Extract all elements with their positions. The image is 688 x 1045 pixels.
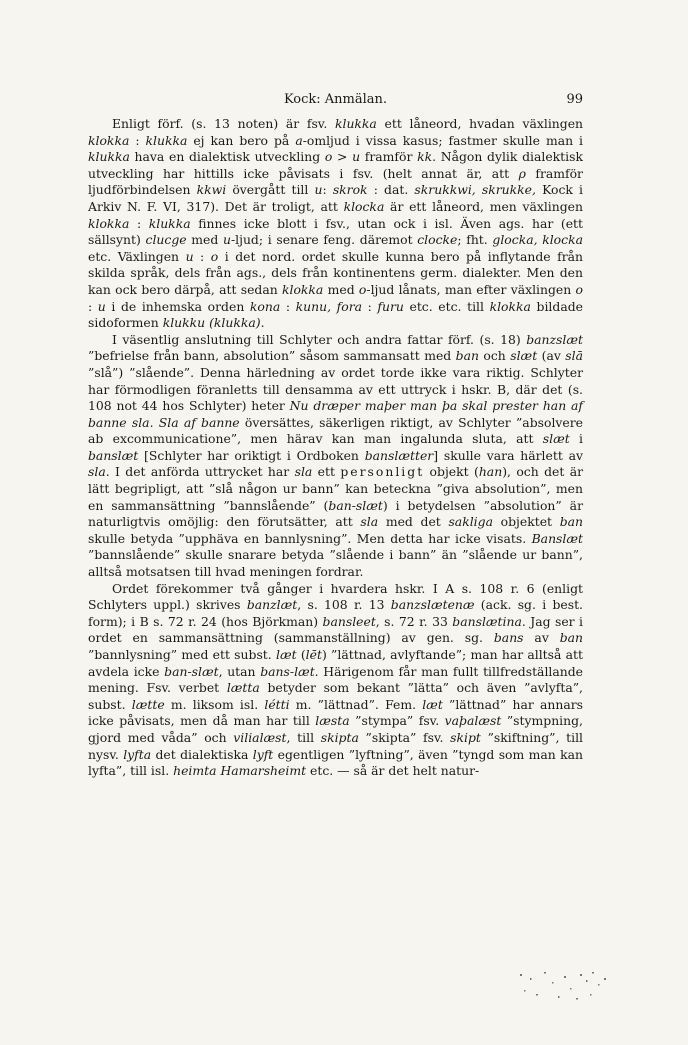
italic-term: banslætina xyxy=(452,613,522,629)
italic-term: klokka xyxy=(88,132,130,148)
italic-term: lyft xyxy=(252,746,274,762)
text-run: -ljud; i senare feng. däremot xyxy=(230,232,418,248)
text-run: ”befrielse från bann, absolution” såsom sammansatt med xyxy=(88,348,456,364)
italic-term: klukka xyxy=(334,116,377,131)
italic-term: klokka xyxy=(88,215,130,231)
text-run: (av xyxy=(537,348,566,364)
italic-term: ρ xyxy=(518,165,526,181)
text-run: : xyxy=(322,182,333,198)
italic-term: glocka, klocka xyxy=(492,232,583,248)
italic-term: Sla af banne xyxy=(158,414,240,430)
text-run: . xyxy=(260,315,265,331)
text-run: ( xyxy=(296,647,306,662)
italic-term: læt xyxy=(275,647,297,662)
text-run: ”skiftning”, till nysv. xyxy=(88,729,583,762)
italic-term: o xyxy=(358,281,367,297)
italic-term: skrukkwi, skrukke, xyxy=(414,182,536,198)
text-run: i xyxy=(569,431,583,447)
text-run: i de inhemska orden xyxy=(105,298,250,314)
running-title: Kock: Anmälan. xyxy=(283,92,388,107)
running-head xyxy=(88,88,583,116)
text-run: med xyxy=(323,281,359,297)
text-run: ej kan bero på xyxy=(187,132,296,148)
italic-term: lēt xyxy=(305,647,322,662)
italic-term: ban xyxy=(559,630,584,646)
text-run: : dat. xyxy=(367,182,415,198)
text-run: ] skulle vara härlett av xyxy=(433,447,583,463)
text-run: översättes, säkerligen riktigt, av Schlyter ”absolvere ab excommunicatione”, men härav kan man ingalunda sluta, att xyxy=(88,414,583,447)
italic-term: kunu, fora xyxy=(295,298,363,314)
text-run: etc. — så är det helt natur- xyxy=(306,763,480,779)
italic-term: ban xyxy=(559,514,583,530)
italic-term: bansleet xyxy=(322,613,376,629)
text-run: , s. 108 r. 13 xyxy=(297,597,391,613)
italic-term: a xyxy=(295,132,303,148)
text-run: framför xyxy=(360,149,418,165)
italic-term: læt xyxy=(422,696,443,712)
italic-term: klukku (klukka) xyxy=(162,315,261,331)
italic-term: slæt xyxy=(542,431,570,447)
italic-term: clocke xyxy=(417,232,458,248)
italic-term: o xyxy=(210,248,219,264)
italic-term: skipta xyxy=(320,729,359,745)
paragraph-3 xyxy=(88,581,583,780)
text-run: objektet xyxy=(492,514,560,530)
text-run: ”stympning, gjord med våda” och xyxy=(88,713,583,745)
paragraph-2 xyxy=(88,332,583,581)
italic-term: slā xyxy=(565,348,583,364)
scan-specks-decoration xyxy=(500,968,620,1008)
italic-term: lætte xyxy=(131,696,165,712)
text-run: hava en dialektisk utveckling xyxy=(129,149,325,165)
italic-term: vaþalæst xyxy=(444,713,502,729)
italic-term: banzslæt xyxy=(526,331,583,347)
text-run: -ljud lånats, man efter växlingen xyxy=(366,281,576,297)
italic-term: sla xyxy=(360,514,379,530)
italic-term: ban xyxy=(455,348,479,364)
text-run: och xyxy=(478,348,511,364)
text-run: ) i betydelsen ”absolution” är naturligtvis omöjlig: den förutsätter, att xyxy=(88,497,583,530)
text-run: m. liksom isl. xyxy=(164,696,265,712)
paragraph-1 xyxy=(88,116,583,332)
text-run: av xyxy=(523,630,560,646)
italic-term: lætta xyxy=(226,680,260,696)
text-run: betyder som bekant ”lätta” och även ”avlyfta”, subst. xyxy=(88,680,583,712)
text-run: ”skipta” fsv. xyxy=(358,729,451,745)
italic-term: kkwi xyxy=(196,182,227,198)
text-run: : xyxy=(193,248,211,264)
italic-term: læsta xyxy=(315,713,350,729)
text-run: ”bannlysning” med ett subst. xyxy=(88,647,276,662)
text-run: Kock i Arkiv N. F. VI, 317). Det är troligt, att xyxy=(88,182,583,214)
italic-term: klukka xyxy=(145,132,188,148)
text-run: etc. etc. till xyxy=(403,298,490,314)
text-run: m. ”lättnad”. Fem. xyxy=(289,696,423,712)
text-run: > xyxy=(332,149,353,165)
text-run: ett xyxy=(312,464,341,480)
text-run: ”lättnad” har annars icke påvisats, men då man har till xyxy=(88,696,583,729)
italic-term: u xyxy=(222,232,231,248)
body-text xyxy=(88,116,583,780)
text-run: framför ljudförbindelsen xyxy=(88,165,583,198)
spaced-emphasis: personligt xyxy=(340,464,425,480)
text-run: , utan xyxy=(218,663,261,679)
italic-term: vilialæst xyxy=(233,729,287,745)
text-run: ), och det är lätt begripligt, att ”slå någon ur bann” kan beteckna ”giva absolution”, men en sammansättning ”bannslående” ( xyxy=(88,464,584,513)
italic-term: furu xyxy=(377,298,404,314)
text-run: , till xyxy=(286,729,321,745)
text-run: : xyxy=(88,298,98,314)
italic-term: klokka xyxy=(489,298,531,314)
italic-term: skipt xyxy=(450,729,481,745)
italic-term: ban-slæt xyxy=(328,497,383,513)
text-run: är ett låneord, men växlingen xyxy=(384,198,583,214)
italic-term: ban-slæt xyxy=(164,663,219,679)
text-run: ”slå”) ”slående”. Denna härledning av ordet torde ikke vara riktig. Schlyter har förmodligen föranletts till densamma av ett uttryck i hskr. B, där det (s. 108 not 44 hos Schlyter) heter xyxy=(88,364,583,414)
text-run: övergått till xyxy=(226,182,315,198)
text-run: med xyxy=(186,232,223,248)
text-run: finnes icke blott i fsv., utan ock i isl. Även ags. har (ett sällsynt) xyxy=(88,215,583,248)
italic-term: u xyxy=(314,182,323,198)
italic-term: sla xyxy=(88,464,106,480)
italic-term: slæt xyxy=(510,348,538,364)
text-run: -omljud i vissa kasus; fastmer skulle man i xyxy=(302,132,584,148)
text-run: . Härigenom får man fullt tillfredställande mening. Fsv. verbet xyxy=(88,663,584,696)
italic-term: lyfta xyxy=(123,746,152,762)
text-run: Enligt förf. (s. 13 noten) är fsv. xyxy=(112,116,335,131)
text-run: med det xyxy=(378,514,449,530)
text-run: objekt ( xyxy=(424,464,479,480)
text-run: . xyxy=(149,414,159,430)
italic-term: clucge xyxy=(145,232,187,248)
italic-term: banslæt xyxy=(88,447,139,463)
italic-term: bans xyxy=(493,630,524,646)
italic-term: o xyxy=(575,281,583,297)
text-run: : xyxy=(129,132,146,148)
italic-term: heimta Hamarsheimt xyxy=(173,763,307,779)
text-run: bildade sidoformen xyxy=(88,298,583,331)
text-run: i det nord. ordet skulle kunna bero på inflytande från skilda språk, dels från ags., dels från kontinentens germ. dialekter. Men den kan ock bero därpå, att sedan xyxy=(88,248,583,297)
italic-term: klukka xyxy=(88,149,130,165)
document-page xyxy=(88,88,583,780)
italic-term: u xyxy=(97,298,106,314)
italic-term: bans-læt xyxy=(260,663,315,679)
page-number: 99 xyxy=(566,92,583,107)
italic-term: Nu dræper maþer man þa skal prester han af banne sla xyxy=(88,398,583,430)
text-run: (ack. sg. i best. form); i B s. 72 r. 24 (hos Björkman) xyxy=(88,597,583,629)
text-run: ”bannslående” skulle snarare betyda ”slående i bann” än ”slående ur bann”, alltså motsatsen till hvad meningen fordrar. xyxy=(88,547,583,580)
italic-term: klokka xyxy=(281,281,324,297)
text-run: , s. 72 r. 33 xyxy=(375,613,453,629)
text-run: : xyxy=(362,298,378,314)
text-run: skulle betyda ”upphäva en bannlysning”. Men detta har icke visats. xyxy=(88,530,532,546)
text-run: : xyxy=(280,298,296,314)
italic-term: létti xyxy=(264,696,290,712)
text-run: : xyxy=(129,215,149,231)
italic-term: klocka xyxy=(343,198,385,214)
text-run: I väsentlig anslutning till Schlyter och andra fattar förf. (s. 18) xyxy=(112,331,527,347)
italic-term: skrok xyxy=(332,182,368,198)
italic-term: sla xyxy=(294,464,313,480)
italic-term: u xyxy=(185,248,194,264)
italic-term: han xyxy=(478,464,503,480)
text-run: . Jag ser i ordet en sammansättning (sammanställning) av gen. sg. xyxy=(88,613,583,646)
text-run: det dialektiska xyxy=(151,746,253,762)
italic-term: banslætter xyxy=(364,447,434,463)
italic-term: klukka xyxy=(148,215,191,231)
italic-term: kona xyxy=(249,298,281,314)
italic-term: banzlæt xyxy=(246,597,298,613)
italic-term: kk xyxy=(417,149,433,165)
text-run: ) ”lättnad, avlyftande”; man har alltså att avdela icke xyxy=(88,647,584,679)
italic-term: banzslætenæ xyxy=(390,597,475,613)
text-run: ; fht. xyxy=(457,232,493,248)
italic-term: o xyxy=(324,149,333,165)
text-run: [Schlyter har oriktigt i Ordboken xyxy=(138,447,365,463)
text-run: . Någon dylik dialektisk utveckling har hittills icke påvisats i fsv. (helt annat är, att xyxy=(88,149,583,181)
text-run: ”stympa” fsv. xyxy=(349,713,445,729)
text-run: . I det anförda uttrycket har xyxy=(105,464,295,480)
text-run: ett låneord, hvadan växlingen xyxy=(376,116,584,131)
text-run: etc. Växlingen xyxy=(88,248,186,264)
text-run: egentligen ”lyftning”, även ”tyngd som man kan lyfta”, till isl. xyxy=(88,746,583,779)
text-run: Ordet förekommer två gånger i hvardera hskr. I A s. 108 r. 6 (enligt Schlyters uppl.) skrives xyxy=(88,580,583,613)
italic-term: u xyxy=(352,149,361,165)
italic-term: sakliga xyxy=(448,514,493,530)
italic-term: Banslæt xyxy=(531,530,583,546)
